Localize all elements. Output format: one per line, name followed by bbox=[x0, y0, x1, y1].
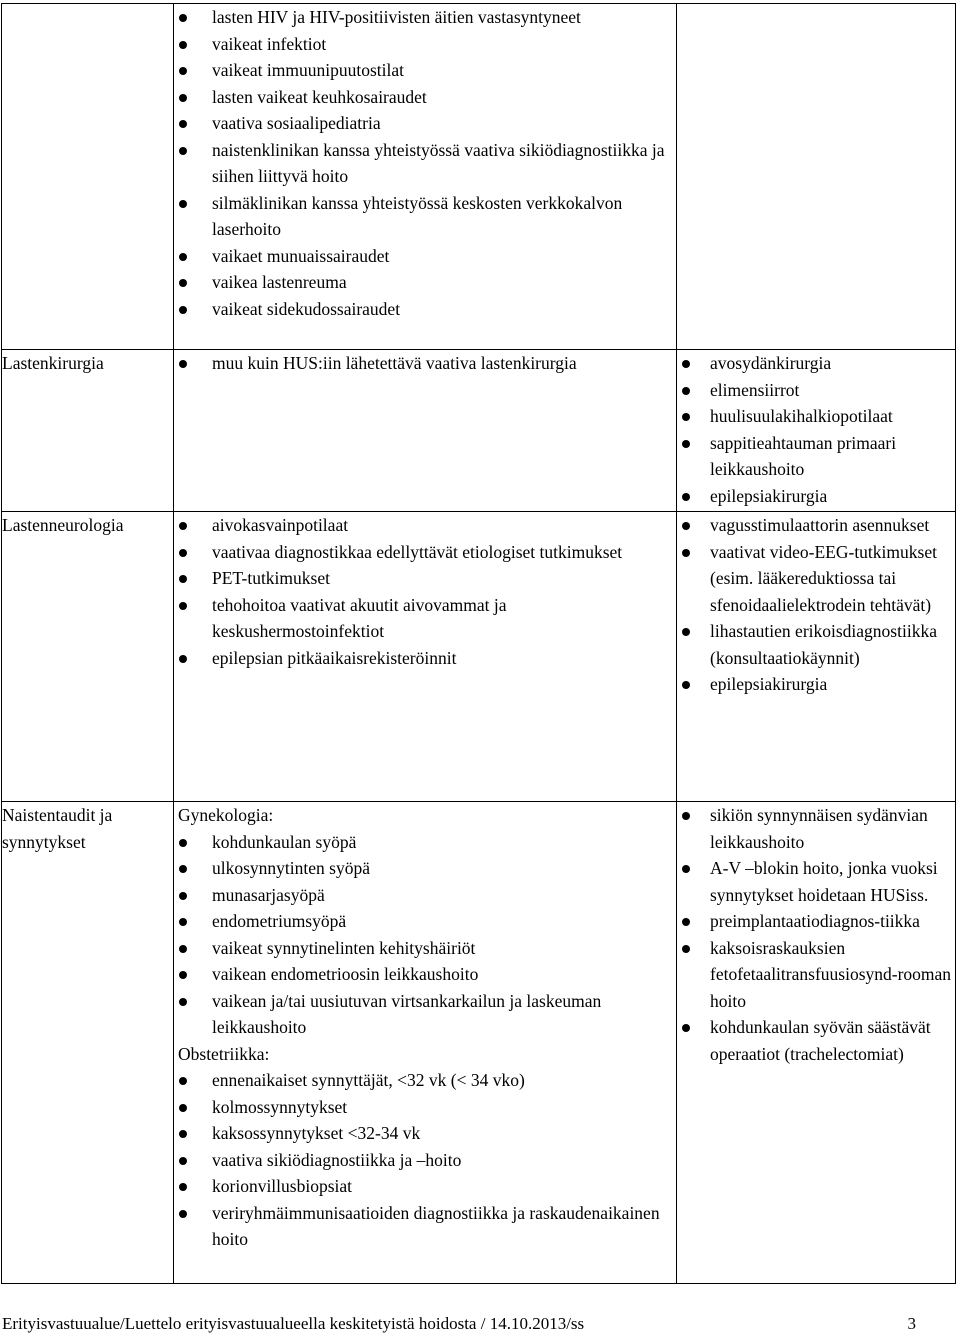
list-item: vaikaet munuaissairaudet bbox=[174, 243, 676, 270]
list-item: muu kuin HUS:iin lähetettävä vaativa lastenkirurgia bbox=[174, 350, 676, 377]
bullet-icon bbox=[682, 440, 690, 448]
bullet-list bbox=[174, 829, 676, 1041]
list-item: naistenklinikan kanssa yhteistyössä vaativa sikiödiagnostiikka ja siihen liittyvä hoito bbox=[174, 137, 676, 190]
list-item: vaikeat sidekudossairaudet bbox=[174, 296, 676, 323]
bullet-icon bbox=[179, 14, 187, 22]
table-row bbox=[2, 512, 956, 802]
list-item: munasarjasyöpä bbox=[174, 882, 676, 909]
list-item: vaativat video-EEG-tutkimukset (esim. lääkereduktiossa tai sfenoidaalielektrodein tehtävät) bbox=[677, 539, 955, 619]
list-item: korionvillusbiopsiat bbox=[174, 1173, 676, 1200]
bullet-icon bbox=[179, 147, 187, 155]
bullet-icon bbox=[682, 387, 690, 395]
list-item: epilepsiakirurgia bbox=[677, 671, 955, 698]
table-row bbox=[2, 802, 956, 1284]
bullet-icon bbox=[179, 200, 187, 208]
bullet-icon bbox=[682, 865, 690, 873]
bullet-icon bbox=[682, 918, 690, 926]
bullet-icon bbox=[682, 812, 690, 820]
bullet-icon bbox=[179, 998, 187, 1006]
category-cell bbox=[2, 4, 174, 350]
list-item: vaativa sosiaalipediatria bbox=[174, 110, 676, 137]
bullet-icon bbox=[179, 1157, 187, 1165]
list-item: elimensiirrot bbox=[677, 377, 955, 404]
bullet-icon bbox=[682, 413, 690, 421]
middle-cell bbox=[174, 802, 677, 1284]
bullet-icon bbox=[682, 549, 690, 557]
right-cell bbox=[677, 350, 956, 512]
bullet-icon bbox=[179, 918, 187, 926]
right-cell bbox=[677, 512, 956, 802]
list-item: sikiön synnynnäisen sydänvian leikkaushoito bbox=[677, 802, 955, 855]
bullet-icon bbox=[179, 1077, 187, 1085]
list-item: kaksoisraskauksien fetofetaalitransfuusiosynd-rooman hoito bbox=[677, 935, 955, 1015]
list-item: kohdunkaulan syövän säästävät operaatiot (trachelectomiat) bbox=[677, 1014, 955, 1067]
category-cell: Lastenneurologia bbox=[2, 512, 174, 802]
list-item: sappitieahtauman primaari leikkaushoito bbox=[677, 430, 955, 483]
bullet-icon bbox=[682, 681, 690, 689]
list-item: lasten HIV ja HIV-positiivisten äitien vastasyntyneet bbox=[174, 4, 676, 31]
bullet-icon bbox=[682, 628, 690, 636]
list-item: kolmossynnytykset bbox=[174, 1094, 676, 1121]
bullet-icon bbox=[179, 1130, 187, 1138]
bullet-icon bbox=[682, 522, 690, 530]
bullet-icon bbox=[179, 279, 187, 287]
list-item: lihastautien erikoisdiagnostiikka (konsultaatiokäynnit) bbox=[677, 618, 955, 671]
bullet-icon bbox=[179, 945, 187, 953]
list-item: vaativa sikiödiagnostiikka ja –hoito bbox=[174, 1147, 676, 1174]
bullet-list bbox=[174, 512, 676, 671]
bullet-list bbox=[174, 1067, 676, 1253]
bullet-list bbox=[174, 350, 676, 377]
bullet-icon bbox=[179, 1183, 187, 1191]
table-row bbox=[2, 4, 956, 350]
page-number: 3 bbox=[907, 1314, 916, 1333]
list-item: vaativaa diagnostikkaa edellyttävät etiologiset tutkimukset bbox=[174, 539, 676, 566]
bullet-icon bbox=[179, 522, 187, 530]
bullet-icon bbox=[682, 493, 690, 501]
bullet-icon bbox=[179, 549, 187, 557]
bullet-list bbox=[677, 350, 955, 509]
bullet-list bbox=[174, 4, 676, 322]
middle-cell bbox=[174, 350, 677, 512]
category-cell: Lastenkirurgia bbox=[2, 350, 174, 512]
list-item: tehohoitoa vaativat akuutit aivovammat ja keskushermostoinfektiot bbox=[174, 592, 676, 645]
bullet-icon bbox=[179, 1104, 187, 1112]
list-item: epilepsian pitkäaikaisrekisteröinnit bbox=[174, 645, 676, 672]
list-item: vaikeat infektiot bbox=[174, 31, 676, 58]
list-item: vaikean endometrioosin leikkaushoito bbox=[174, 961, 676, 988]
bullet-icon bbox=[179, 253, 187, 261]
bullet-icon bbox=[179, 892, 187, 900]
bullet-icon bbox=[179, 120, 187, 128]
list-item: ulkosynnytinten syöpä bbox=[174, 855, 676, 882]
list-item: vaikea lastenreuma bbox=[174, 269, 676, 296]
list-item: PET-tutkimukset bbox=[174, 565, 676, 592]
bullet-icon bbox=[179, 602, 187, 610]
bullet-icon bbox=[179, 1210, 187, 1218]
list-item: preimplantaatiodiagnos-tiikka bbox=[677, 908, 955, 935]
bullet-icon bbox=[179, 971, 187, 979]
table-row bbox=[2, 350, 956, 512]
care-table bbox=[1, 3, 956, 1284]
category-cell: Naistentaudit ja synnytykset bbox=[2, 802, 174, 1284]
list-item: veriryhmäimmunisaatioiden diagnostiikka ja raskaudenaikainen hoito bbox=[174, 1200, 676, 1253]
bullet-icon bbox=[682, 1024, 690, 1032]
bullet-icon bbox=[179, 655, 187, 663]
bullet-icon bbox=[179, 360, 187, 368]
list-item: avosydänkirurgia bbox=[677, 350, 955, 377]
bullet-icon bbox=[179, 306, 187, 314]
middle-cell bbox=[174, 4, 677, 350]
right-cell bbox=[677, 802, 956, 1284]
bullet-icon bbox=[682, 360, 690, 368]
list-item: vaikean ja/tai uusiutuvan virtsankarkailun ja laskeuman leikkaushoito bbox=[174, 988, 676, 1041]
bullet-icon bbox=[179, 94, 187, 102]
subheading-obstetrics: Obstetriikka: bbox=[178, 1043, 270, 1064]
bullet-icon bbox=[179, 67, 187, 75]
list-item: kaksossynnytykset <32-34 vk bbox=[174, 1120, 676, 1147]
subheading-gynecology: Gynekologia: bbox=[178, 805, 274, 825]
list-item: vagusstimulaattorin asennukset bbox=[677, 512, 955, 539]
list-item: epilepsiakirurgia bbox=[677, 483, 955, 510]
bullet-list bbox=[677, 512, 955, 698]
list-item: silmäklinikan kanssa yhteistyössä keskosten verkkokalvon laserhoito bbox=[174, 190, 676, 243]
bullet-icon bbox=[179, 865, 187, 873]
bullet-icon bbox=[682, 945, 690, 953]
bullet-icon bbox=[179, 41, 187, 49]
list-item: vaikeat synnytinelinten kehityshäiriöt bbox=[174, 935, 676, 962]
list-item: huulisuulakihalkiopotilaat bbox=[677, 403, 955, 430]
list-item: vaikeat immuunipuutostilat bbox=[174, 57, 676, 84]
list-item: lasten vaikeat keuhkosairaudet bbox=[174, 84, 676, 111]
right-cell bbox=[677, 4, 956, 350]
list-item: ennenaikaiset synnyttäjät, <32 vk (< 34 vko) bbox=[174, 1067, 676, 1094]
page-footer bbox=[2, 1314, 916, 1334]
footer-text: Erityisvastuualue/Luettelo erityisvastuualueella keskitetyistä hoidosta / 14.10.2013/ss bbox=[2, 1314, 585, 1333]
middle-cell bbox=[174, 512, 677, 802]
list-item: aivokasvainpotilaat bbox=[174, 512, 676, 539]
bullet-list bbox=[677, 802, 955, 1067]
list-item: A-V –blokin hoito, jonka vuoksi synnytykset hoidetaan HUSiss. bbox=[677, 855, 955, 908]
list-item: kohdunkaulan syöpä bbox=[174, 829, 676, 856]
list-item: endometriumsyöpä bbox=[174, 908, 676, 935]
bullet-icon bbox=[179, 839, 187, 847]
bullet-icon bbox=[179, 575, 187, 583]
